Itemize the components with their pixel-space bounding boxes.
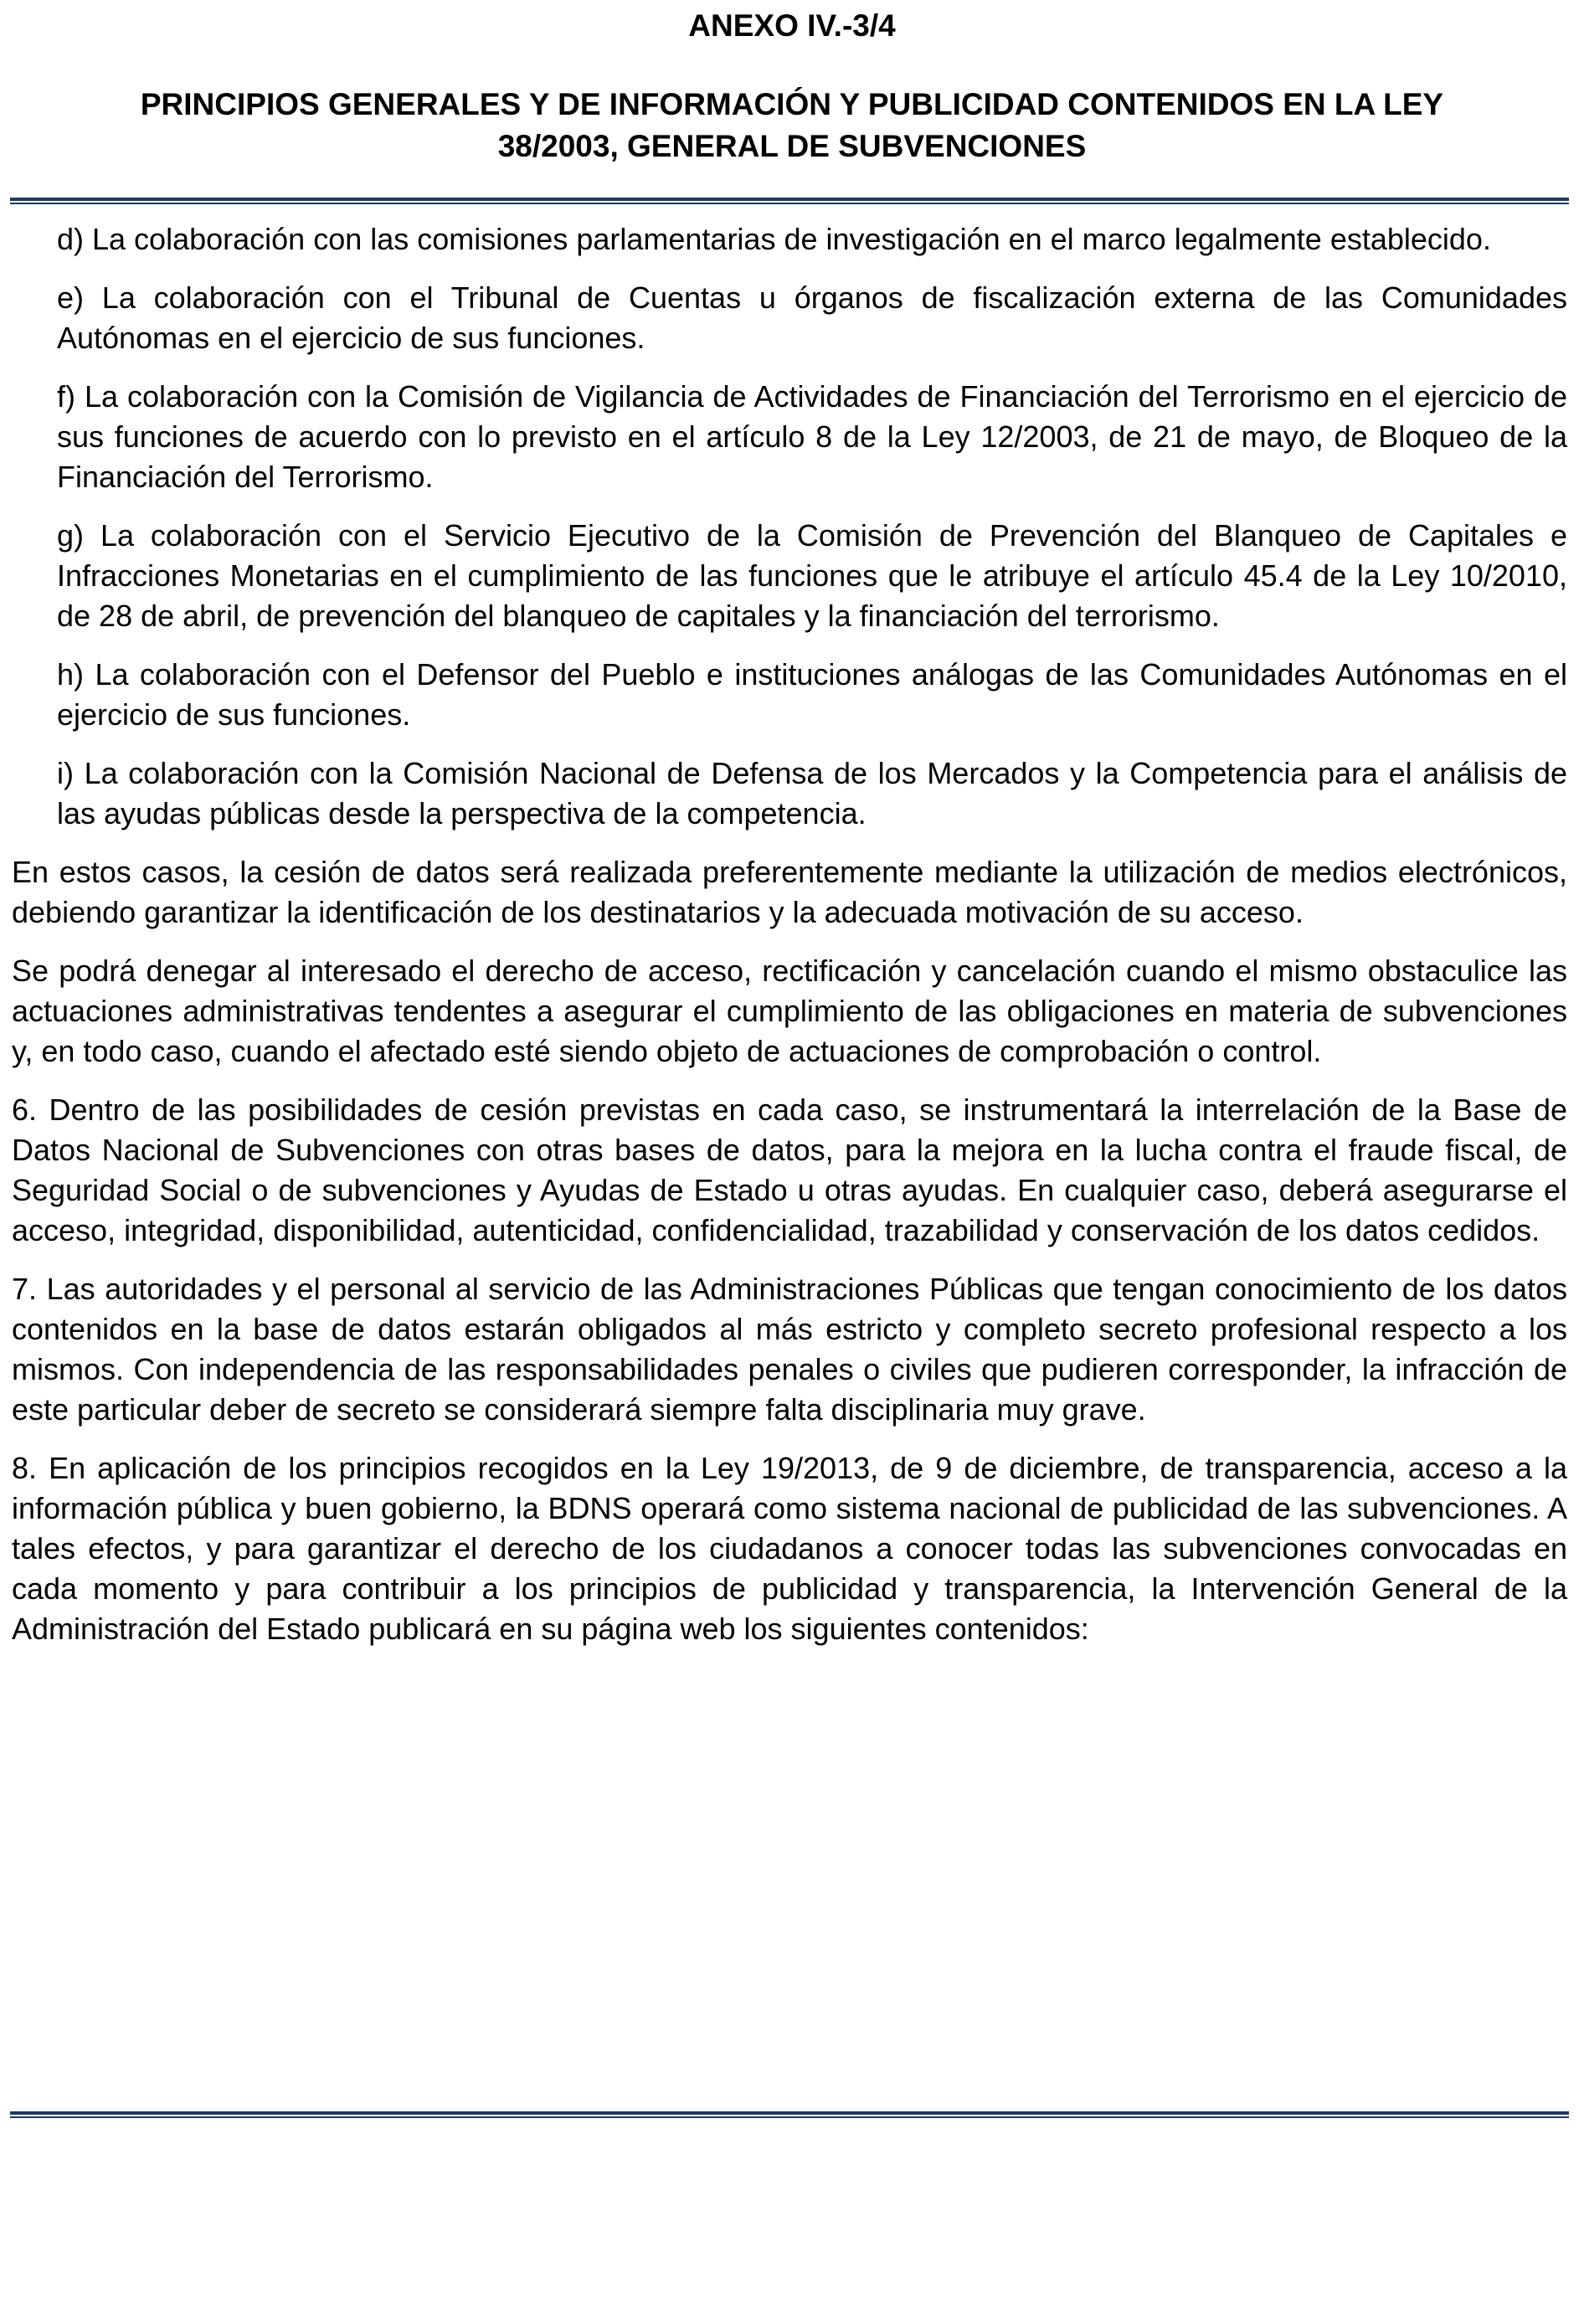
footer-divider (10, 2111, 1569, 2118)
annex-label: ANEXO IV.-3/4 (688, 8, 896, 43)
list-item-h: h) La colaboración con el Defensor del Pueblo e instituciones análogas de las Comunidades Autónomas en el ejercicio de sus funciones. (57, 657, 1567, 732)
list-item-g: g) La colaboración con el Servicio Ejecutivo de la Comisión de Prevención del Blanqueo de Capitales e Infracciones Monetarias en el cumplimiento de las funciones que le atribuye el artículo 45.4 de la Ley 10/2010, de 28 de abril, de prevención del blanqueo de capitales y la financiación del terrorismo. (57, 518, 1567, 633)
page-title (0, 84, 1584, 167)
header-divider (10, 198, 1569, 204)
page-title-line-1: PRINCIPIOS GENERALES Y DE INFORMACIÓN Y PUBLICIDAD CONTENIDOS EN LA LEY (140, 87, 1444, 121)
paragraph-6: 6. Dentro de las posibilidades de cesión previstas en cada caso, se instrumentará la interrelación de la Base de Datos Nacional de Subvenciones con otras bases de datos, para la mejora en la lucha contra el fraude fiscal, de Seguridad Social o de subvenciones y Ayudas de Estado u otras ayudas. En cualquier caso, deberá asegurarse el acceso, integridad, disponibilidad, autenticidad, confidencialidad, trazabilidad y conservación de los datos cedidos. (12, 1093, 1567, 1247)
paragraph-data-transfer: En estos casos, la cesión de datos será realizada preferentemente mediante la utilización de medios electrónicos, debiendo garantizar la identificación de los destinatarios y la adecuada motivación de su acceso. (12, 855, 1567, 929)
list-item-f: f) La colaboración con la Comisión de Vigilancia de Actividades de Financiación del Terrorismo en el ejercicio de sus funciones de acuerdo con lo previsto en el artículo 8 de la Ley 12/2003, de 21 de mayo, de Bloqueo de la Financiación del Terrorismo. (57, 379, 1567, 494)
paragraph-7: 7. Las autoridades y el personal al servicio de las Administraciones Públicas que tengan conocimiento de los datos contenidos en la base de datos estarán obligados al más estricto y completo secreto profesional respecto a los mismos. Con independencia de las responsabilidades penales o civiles que pudieren corresponder, la infracción de este particular deber de secreto se considerará siempre falta disciplinaria muy grave. (12, 1272, 1567, 1427)
document-body (12, 219, 1567, 1668)
paragraph-8: 8. En aplicación de los principios recogidos en la Ley 19/2013, de 9 de diciembre, de transparencia, acceso a la información pública y buen gobierno, la BDNS operará como sistema nacional de publicidad de las subvenciones. A tales efectos, y para garantizar el derecho de los ciudadanos a conocer todas las subvenciones convocadas en cada momento y para contribuir a los principios de publicidad y transparencia, la Intervención General de la Administración del Estado publicará en su página web los siguientes contenidos: (12, 1451, 1567, 1646)
list-item-d: d) La colaboración con las comisiones parlamentarias de investigación en el marco legalmente establecido. (57, 222, 1491, 256)
list-item-e: e) La colaboración con el Tribunal de Cuentas u órganos de fiscalización externa de las Comunidades Autónomas en el ejercicio de sus funciones. (57, 280, 1567, 355)
paragraph-access-denial: Se podrá denegar al interesado el derecho de acceso, rectificación y cancelación cuando el mismo obstaculice las actuaciones administrativas tendentes a asegurar el cumplimiento de las obligaciones en materia de subvenciones y, en todo caso, cuando el afectado esté siendo objeto de actuaciones de comprobación o control. (12, 954, 1567, 1068)
list-item-i: i) La colaboración con la Comisión Nacional de Defensa de los Mercados y la Competencia para el análisis de las ayudas públicas desde la perspectiva de la competencia. (57, 756, 1567, 830)
page-title-line-2: 38/2003, GENERAL DE SUBVENCIONES (497, 129, 1087, 163)
